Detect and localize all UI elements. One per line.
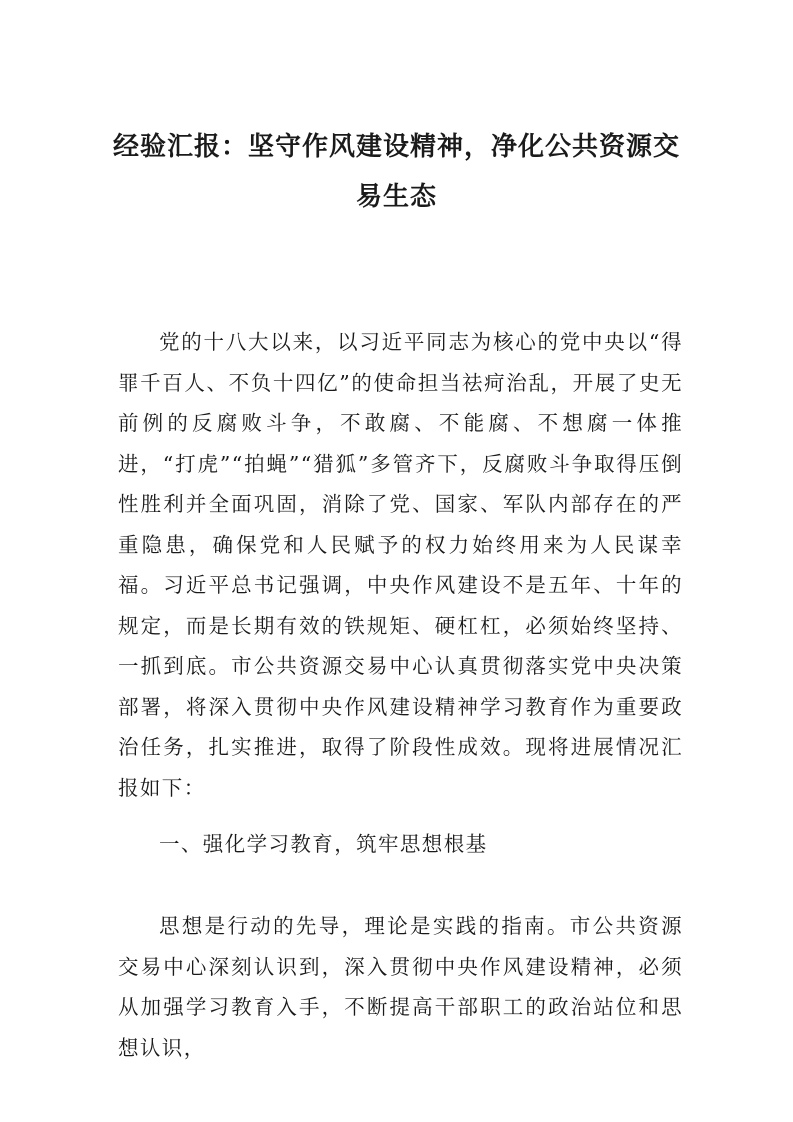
body-paragraph-2: 思想是行动的先导，理论是实践的指南。市公共资源交易中心深刻认识到，深入贯彻中央作风建设精神，必须从加强学习教育入手，不断提高干部职工的政治站位和思想认识， <box>118 914 683 1060</box>
document-title-line-1: 经验汇报：坚守作风建设精神，净化公共资源交 <box>112 132 680 162</box>
body-paragraph-1: 党的十八大以来，以习近平同志为核心的党中央以“得罪千百人、不负十四亿”的使命担当祛疴治乱，开展了史无前例的反腐败斗争，不敢腐、不能腐、不想腐一体推进，“打虎”“拍蝇”“猎狐”多管齐下，反腐败斗争取得压倒性胜利并全面巩固，消除了党、国家、军队内部存在的严重隐患，确保党和人民赋予的权力始终用来为人民谋幸福。习近平总书记强调，中央作风建设不是五年、十年的规定，而是长期有效的铁规矩、硬杠杠，必须始终坚持、一抓到底。市公共资源交易中心认真贯彻落实党中央决策部署，将深入贯彻中央作风建设精神学习教育作为重要政治任务，扎实推进，取得了阶段性成效。现将进展情况汇报如下： <box>118 330 683 800</box>
document-title-line-2: 易生态 <box>355 182 437 212</box>
section-heading-1: 一、强化学习教育，筑牢思想根基 <box>159 832 488 856</box>
document-title <box>110 122 683 222</box>
